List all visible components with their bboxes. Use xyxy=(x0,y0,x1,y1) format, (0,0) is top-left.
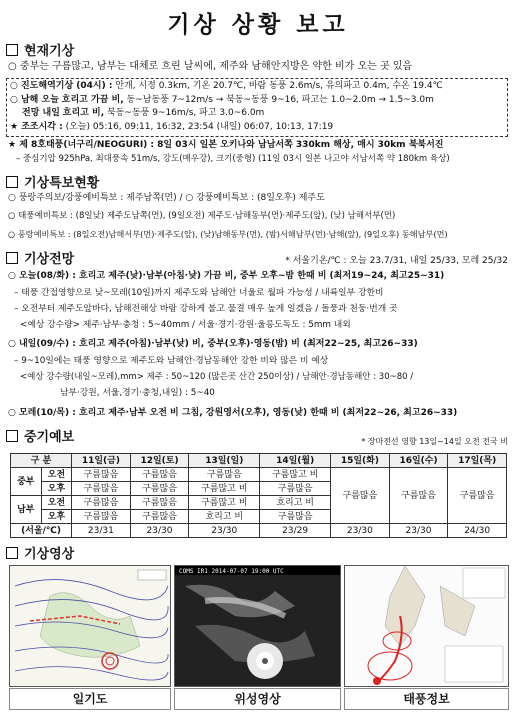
weather-chart-image xyxy=(9,565,171,687)
typhoon-line: ★ 제 8호태풍(너구리/NEOGURI) : 8일 03시 일본 오키나와 남남서쪽 330km 해상, 매시 30km 북북서진 xyxy=(8,140,444,150)
table-cell: 구름많음 xyxy=(130,468,189,482)
tomorrow-rain-forecast: <예상 강수량(내일~모레),mm> 제주 : 50~120 (많은곳 산간 250이상) / 남해안·경남동해안 : 30~80 / xyxy=(20,372,414,382)
table-cell: 흐리고 비 xyxy=(260,496,331,510)
section-images: 기상영상 xyxy=(6,543,74,562)
tomorrow-rain-forecast-2: 남부·강원, 서울,경기·충청,내일) : 5~40 xyxy=(60,388,215,398)
caption-typhoon: 태풍정보 xyxy=(344,688,509,710)
today-detail-2: – 오전부터 제주도앞바다, 남해전해상 바람 강하게 불고 물결 매우 높게 일겠음 / 돌풍과 천둥·번개 곳 xyxy=(14,304,398,314)
satellite-image xyxy=(174,565,341,687)
header-cell: 15일(화) xyxy=(331,454,390,468)
typhoon-detail: – 중심기압 925hPa, 최대풍속 51m/s, 강도(매우강), 크기(중형) (11일 03시 일본 나고야 서남서쪽 약 180km 육상) xyxy=(16,154,450,164)
table-cell: 23/29 xyxy=(260,524,331,538)
table-cell: 23/30 xyxy=(331,524,390,538)
table-row xyxy=(11,524,507,538)
table-cell: 구름많음 xyxy=(389,468,448,524)
table-row xyxy=(11,468,507,482)
table-cell: 구름많음 xyxy=(189,468,260,482)
time-cell: 오후 xyxy=(41,510,72,524)
table-cell: 흐리고 비 xyxy=(189,510,260,524)
today-detail-1: – 태풍 간접영향으로 낮~모레(10일)까지 제주도와 남해안 너울로 월파 가능성 / 내륙일부 강한비 xyxy=(14,288,384,298)
table-cell: 23/30 xyxy=(189,524,260,538)
time-cell: 오전 xyxy=(41,496,72,510)
table-cell: 구름많고 비 xyxy=(189,496,260,510)
table-cell: 구름많음 xyxy=(260,510,331,524)
table-cell: 구름많음 xyxy=(448,468,507,524)
section-special: 기상특보현황 xyxy=(6,172,99,191)
region-cell: 중부 xyxy=(11,468,42,496)
table-cell: 구름많음 xyxy=(260,482,331,496)
section-current: 현재기상 xyxy=(6,40,74,59)
midterm-forecast-table xyxy=(10,453,507,538)
header-cell: 구 분 xyxy=(11,454,72,468)
satellite-label: COMS IR1 2014-07-07 19:00 UTC xyxy=(179,568,284,575)
table-cell: 구름많음 xyxy=(72,482,131,496)
tomorrow-detail-1: – 9~10일에는 태풍 영향으로 제주도와 남해안·경남동해안 강한 비와 많은 비 예상 xyxy=(14,356,329,366)
today-heading: ○ 오늘(08/화) : 흐리고 제주(낮)·남부(아침·낮) 가끔 비, 중부 오후~밤 한때 비 (최저19~24, 최고25~31) xyxy=(8,271,445,281)
special-line-3: ○ 풍랑예비특보 : (8일오전)남해서부(먼)·제주도(앞), (낮)남해동부(먼), (밤)서해남부(먼)·남해(앞), (9일오후) 동해남부(먼) xyxy=(8,229,448,239)
table-cell: 구름많음 xyxy=(331,468,390,524)
section-midterm: 중기예보 xyxy=(6,426,74,445)
special-line-1: ○ 풍랑주의보/강풍예비특보 : 제주남쪽(먼) / ○ 강풍예비특보 : (8일오후) 제주도 xyxy=(8,193,325,203)
day3-heading: ○ 모레(10/목) : 흐리고 제주·남부 오전 비 그침, 강원영서(오후), 영동(낮) 한때 비 (최저22~26, 최고26~33) xyxy=(8,408,458,418)
time-cell: 오전 xyxy=(41,468,72,482)
header-cell: 11일(금) xyxy=(72,454,131,468)
table-cell: 구름많고 비 xyxy=(260,468,331,482)
table-cell: 구름많음 xyxy=(72,468,131,482)
header-cell: 13일(일) xyxy=(189,454,260,468)
table-cell: 23/31 xyxy=(72,524,131,538)
table-cell: 구름많음 xyxy=(72,510,131,524)
midterm-note: * 장마전선 영향 13일~14일 오전 전국 비 xyxy=(361,437,508,446)
sea-tomorrow-line: 전망 내일 흐리고 비, 북동~동풍 9~16m/s, 파고 3.0~6.0m xyxy=(22,108,265,118)
table-cell: 구름많고 비 xyxy=(189,482,260,496)
typhoon-track-image xyxy=(344,565,509,687)
table-cell: 구름많음 xyxy=(72,496,131,510)
page-title: 기상 상황 보고 xyxy=(167,12,349,38)
obs-line: ○ 진도해역기상 (04시) : 안개, 시정 0.3km, 기온 20.7℃, 바람 동풍 2.6m/s, 유의파고 0.4m, 수온 19.4℃ xyxy=(10,81,443,91)
table-cell: 23/30 xyxy=(389,524,448,538)
table-cell: 24/30 xyxy=(448,524,507,538)
caption-weather-chart: 일기도 xyxy=(9,688,171,710)
header-cell: 16일(수) xyxy=(389,454,448,468)
temp-label-cell: (서울/℃) xyxy=(11,524,72,538)
section-outlook: 기상전망 xyxy=(6,248,74,267)
special-line-2: ○ 태풍예비특보 : (8일낮) 제주도남쪽(먼), (9일오전) 제주도·남해동부(먼)·제주도(앞), (낮) 남해서부(먼) xyxy=(8,211,396,221)
time-cell: 오후 xyxy=(41,482,72,496)
region-cell: 남부 xyxy=(11,496,42,524)
caption-satellite: 위성영상 xyxy=(174,688,341,710)
today-rain-forecast: <예상 강수량> 제주·남부·충청 : 5~40mm / 서울·경기·강원·울릉도독도 : 5mm 내외 xyxy=(20,320,351,330)
tomorrow-heading: ○ 내일(09/수) : 흐리고 제주(아침)·남부(낮) 비, 중부(오후)·영동(밤) 비 (최저22~25, 최고26~33) xyxy=(8,339,418,349)
header-cell: 14일(월) xyxy=(260,454,331,468)
seoul-temp-note: * 서울기온/℃ : 오늘 23.7/31, 내일 25/33, 모레 25/32 xyxy=(285,256,508,266)
table-cell: 구름많음 xyxy=(130,496,189,510)
table-cell: 구름많음 xyxy=(130,510,189,524)
table-cell: 구름많음 xyxy=(130,482,189,496)
header-cell: 12일(토) xyxy=(130,454,189,468)
table-header-row xyxy=(11,454,507,468)
current-summary: ○ 중부는 구름많고, 남부는 대체로 흐린 날씨에, 제주와 남해안지방은 약한 비가 오는 곳 있음 xyxy=(8,61,413,72)
sea-today-line: ○ 남해 오늘 흐리고 가끔 비, 동~남동풍 7~12m/s → 북동~동풍 9~16, 파고는 1.0~2.0m → 1.5~3.0m xyxy=(10,95,434,105)
table-cell: 23/30 xyxy=(130,524,189,538)
tide-line: ★ 조조시각 : (오늘) 05:16, 09:11, 16:32, 23:54 (내일) 06:07, 10:13, 17:19 xyxy=(10,122,334,132)
header-cell: 17일(목) xyxy=(448,454,507,468)
